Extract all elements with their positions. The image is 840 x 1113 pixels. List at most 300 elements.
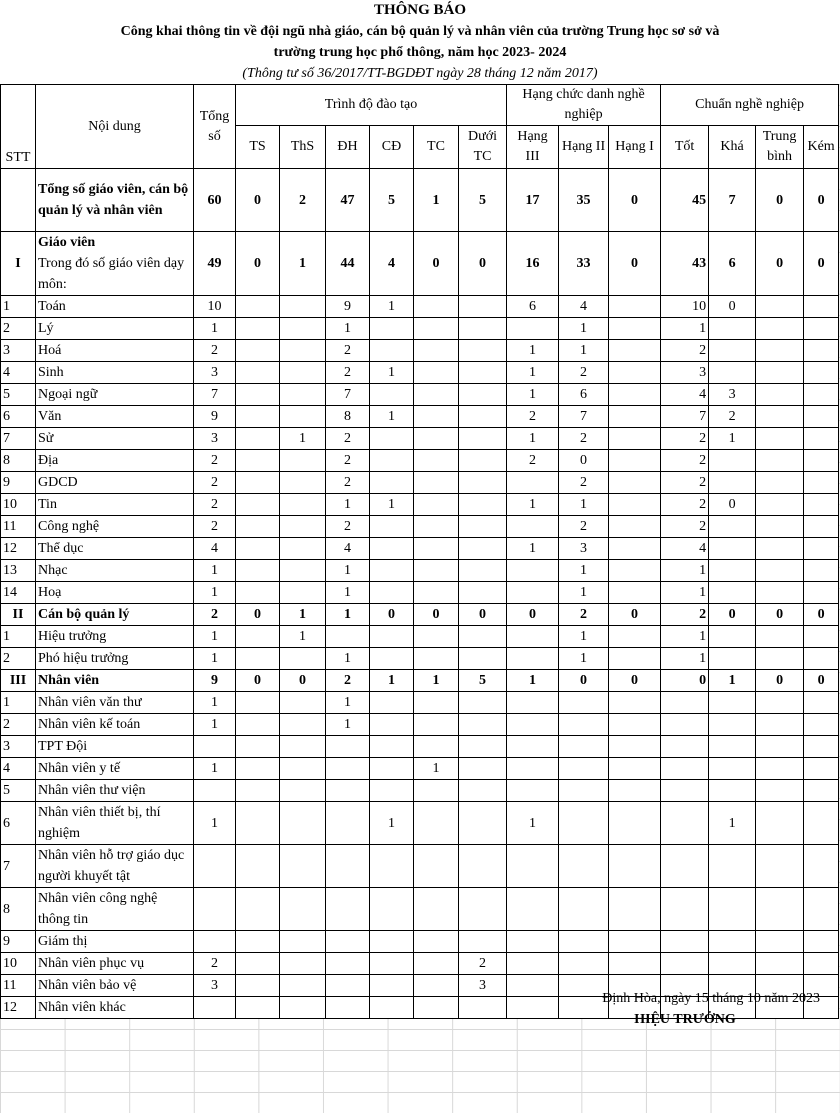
row-value: 5 — [459, 169, 507, 232]
row-value: 9 — [326, 296, 370, 318]
row-value: 17 — [507, 169, 559, 232]
row-content — [36, 232, 194, 296]
row-value: 1 — [326, 714, 370, 736]
row-value — [236, 997, 280, 1019]
row-value — [280, 406, 326, 428]
row-content: Sử — [36, 428, 194, 450]
row-stt: 8 — [1, 450, 36, 472]
row-value: 2 — [194, 516, 236, 538]
table-row — [1, 169, 839, 232]
row-value — [756, 780, 804, 802]
row-value — [756, 296, 804, 318]
row-value — [661, 692, 709, 714]
row-value — [609, 736, 661, 758]
row-value — [414, 318, 459, 340]
row-value: 3 — [194, 428, 236, 450]
table-row — [1, 318, 839, 340]
row-value: 2 — [326, 340, 370, 362]
row-value — [804, 931, 839, 953]
row-value: 1 — [326, 604, 370, 626]
row-value — [804, 802, 839, 845]
row-value — [280, 736, 326, 758]
row-value — [459, 758, 507, 780]
row-value — [609, 931, 661, 953]
row-value: 7 — [326, 384, 370, 406]
row-value: 3 — [459, 975, 507, 997]
row-content: Nhân viên bảo vệ — [36, 975, 194, 997]
row-value — [804, 384, 839, 406]
row-value — [236, 406, 280, 428]
row-value: 1 — [370, 670, 414, 692]
table-row — [1, 384, 839, 406]
row-value — [194, 736, 236, 758]
row-value — [609, 428, 661, 450]
row-value: 0 — [709, 494, 756, 516]
row-value — [280, 953, 326, 975]
row-value — [414, 626, 459, 648]
row-value — [709, 888, 756, 931]
table-row — [1, 953, 839, 975]
row-value — [370, 318, 414, 340]
row-value: 0 — [804, 232, 839, 296]
row-stt: 10 — [1, 494, 36, 516]
row-value — [414, 648, 459, 670]
row-value — [804, 494, 839, 516]
row-value — [804, 538, 839, 560]
row-value — [414, 340, 459, 362]
row-value — [280, 362, 326, 384]
row-value — [370, 560, 414, 582]
row-value — [804, 626, 839, 648]
row-value — [459, 494, 507, 516]
row-value: 1 — [507, 538, 559, 560]
row-stt: 1 — [1, 692, 36, 714]
row-value: 1 — [194, 560, 236, 582]
row-value — [370, 450, 414, 472]
col-kem: Kém — [804, 126, 839, 169]
row-value: 4 — [326, 538, 370, 560]
row-value: 2 — [661, 494, 709, 516]
row-value — [804, 953, 839, 975]
row-value — [236, 648, 280, 670]
row-value — [370, 780, 414, 802]
row-value — [609, 406, 661, 428]
row-value — [559, 758, 609, 780]
row-value — [414, 845, 459, 888]
row-stt: 11 — [1, 516, 36, 538]
row-value — [280, 472, 326, 494]
row-value: 4 — [370, 232, 414, 296]
col-dh: ĐH — [326, 126, 370, 169]
row-value: 1 — [194, 714, 236, 736]
row-value: 1 — [370, 296, 414, 318]
row-value: 1 — [280, 428, 326, 450]
row-content: Nhân viên văn thư — [36, 692, 194, 714]
row-value — [804, 560, 839, 582]
table-row — [1, 406, 839, 428]
row-value: 0 — [609, 670, 661, 692]
row-content: Sinh — [36, 362, 194, 384]
row-value — [194, 997, 236, 1019]
row-value — [459, 516, 507, 538]
row-value: 1 — [326, 560, 370, 582]
row-value — [459, 472, 507, 494]
row-content: Cán bộ quản lý — [36, 604, 194, 626]
row-value — [507, 780, 559, 802]
row-value — [709, 538, 756, 560]
row-value: 1 — [326, 692, 370, 714]
row-value — [609, 758, 661, 780]
row-value — [280, 384, 326, 406]
row-value — [609, 296, 661, 318]
row-stt: 12 — [1, 538, 36, 560]
row-value: 1 — [194, 648, 236, 670]
row-value — [756, 318, 804, 340]
stt-header: STT — [1, 85, 36, 169]
row-value — [661, 845, 709, 888]
row-value — [804, 714, 839, 736]
content-header: Nội dung — [36, 85, 194, 169]
row-value: 2 — [326, 450, 370, 472]
table-row — [1, 626, 839, 648]
row-value — [414, 714, 459, 736]
row-value — [326, 780, 370, 802]
row-value — [559, 931, 609, 953]
row-value: 1 — [507, 670, 559, 692]
row-value — [609, 648, 661, 670]
row-value: 2 — [194, 472, 236, 494]
row-value — [459, 428, 507, 450]
row-value: 1 — [326, 494, 370, 516]
row-value: 1 — [194, 582, 236, 604]
row-value: 2 — [326, 472, 370, 494]
row-value — [459, 560, 507, 582]
row-stt: III — [1, 670, 36, 692]
row-value — [236, 692, 280, 714]
row-value: 0 — [609, 169, 661, 232]
row-stt: 4 — [1, 758, 36, 780]
row-value: 7 — [661, 406, 709, 428]
row-value: 44 — [326, 232, 370, 296]
row-value: 49 — [194, 232, 236, 296]
row-value — [661, 931, 709, 953]
row-value: 1 — [194, 692, 236, 714]
row-value — [236, 626, 280, 648]
row-value — [236, 714, 280, 736]
row-value: 0 — [236, 232, 280, 296]
row-value — [559, 845, 609, 888]
notice-title: THÔNG BÁO — [0, 0, 840, 21]
row-stt: 10 — [1, 953, 36, 975]
row-value: 1 — [194, 758, 236, 780]
row-value — [709, 582, 756, 604]
row-value: 1 — [194, 318, 236, 340]
row-value: 4 — [194, 538, 236, 560]
row-value: 2 — [507, 406, 559, 428]
row-value — [507, 516, 559, 538]
row-value: 2 — [326, 362, 370, 384]
row-value — [280, 975, 326, 997]
row-value — [709, 780, 756, 802]
row-value — [756, 384, 804, 406]
row-value: 1 — [194, 626, 236, 648]
row-value: 4 — [661, 538, 709, 560]
row-value — [459, 384, 507, 406]
row-value: 2 — [559, 604, 609, 626]
row-value: 1 — [507, 428, 559, 450]
row-value — [370, 538, 414, 560]
row-value — [236, 582, 280, 604]
training-group-header: Trình độ đào tạo — [236, 85, 507, 126]
row-value — [370, 714, 414, 736]
row-value: 1 — [507, 802, 559, 845]
row-value — [236, 340, 280, 362]
row-value — [507, 582, 559, 604]
row-value: 43 — [661, 232, 709, 296]
signature-date: Định Hòa, ngày 15 tháng 10 năm 2023 — [602, 991, 820, 1006]
row-value: 0 — [459, 232, 507, 296]
row-value — [804, 736, 839, 758]
col-ths: ThS — [280, 126, 326, 169]
row-value: 10 — [194, 296, 236, 318]
row-value: 3 — [559, 538, 609, 560]
col-cd: CĐ — [370, 126, 414, 169]
row-value — [236, 362, 280, 384]
row-value: 0 — [804, 169, 839, 232]
table-row — [1, 736, 839, 758]
row-value — [609, 318, 661, 340]
row-value — [370, 516, 414, 538]
row-value: 2 — [661, 340, 709, 362]
row-value — [661, 714, 709, 736]
row-value: 5 — [370, 169, 414, 232]
row-stt: 1 — [1, 626, 36, 648]
col-hang-iii: Hạng III — [507, 126, 559, 169]
row-value — [459, 845, 507, 888]
row-value: 6 — [709, 232, 756, 296]
row-value — [804, 428, 839, 450]
row-value: 0 — [370, 604, 414, 626]
row-value — [756, 516, 804, 538]
row-value — [280, 931, 326, 953]
row-value — [709, 845, 756, 888]
row-value: 3 — [194, 975, 236, 997]
row-stt: 2 — [1, 648, 36, 670]
row-value: 0 — [804, 670, 839, 692]
row-content: Nhân viên khác — [36, 997, 194, 1019]
row-value — [370, 997, 414, 1019]
row-value: 33 — [559, 232, 609, 296]
row-value — [414, 975, 459, 997]
row-value — [709, 362, 756, 384]
row-value: 1 — [414, 169, 459, 232]
row-value — [414, 296, 459, 318]
row-value — [507, 888, 559, 931]
row-value: 0 — [756, 232, 804, 296]
row-content: Tổng số giáo viên, cán bộ quản lý và nhân viên — [36, 169, 194, 232]
row-value — [236, 428, 280, 450]
row-value — [194, 780, 236, 802]
row-value: 0 — [609, 604, 661, 626]
row-value — [414, 692, 459, 714]
row-value: 1 — [559, 494, 609, 516]
row-value: 0 — [414, 232, 459, 296]
staff-table — [0, 84, 839, 1019]
row-value: 1 — [661, 648, 709, 670]
notice-subtitle-line2: trường trung học phổ thông, năm học 2023- 2024 — [0, 42, 840, 63]
row-value: 0 — [661, 670, 709, 692]
row-content: Nhân viên — [36, 670, 194, 692]
row-value — [280, 997, 326, 1019]
row-content: Văn — [36, 406, 194, 428]
table-row — [1, 780, 839, 802]
circular-reference: (Thông tư số 36/2017/TT-BGDĐT ngày 28 tháng 12 năm 2017) — [0, 63, 840, 84]
row-stt: 6 — [1, 406, 36, 428]
row-content: Công nghệ — [36, 516, 194, 538]
table-row — [1, 472, 839, 494]
row-value — [414, 931, 459, 953]
row-value — [804, 888, 839, 931]
row-value: 0 — [459, 604, 507, 626]
row-value: 1 — [709, 802, 756, 845]
row-value — [236, 931, 280, 953]
row-value — [414, 802, 459, 845]
table-row — [1, 582, 839, 604]
row-content: Nhân viên hỗ trợ giáo dục người khuyết tật — [36, 845, 194, 888]
row-value: 2 — [459, 953, 507, 975]
row-value — [236, 802, 280, 845]
row-value: 1 — [370, 406, 414, 428]
row-value — [804, 450, 839, 472]
row-value — [756, 845, 804, 888]
row-value — [280, 494, 326, 516]
table-row — [1, 428, 839, 450]
row-value — [507, 692, 559, 714]
table-row — [1, 758, 839, 780]
row-value — [609, 888, 661, 931]
row-content: Hoá — [36, 340, 194, 362]
row-value — [661, 780, 709, 802]
row-value — [609, 692, 661, 714]
table-row — [1, 450, 839, 472]
table-row — [1, 516, 839, 538]
row-stt: II — [1, 604, 36, 626]
row-value: 1 — [370, 802, 414, 845]
row-content: Ngoại ngữ — [36, 384, 194, 406]
row-value — [459, 582, 507, 604]
row-value: 7 — [709, 169, 756, 232]
row-value — [459, 997, 507, 1019]
row-value: 1 — [559, 648, 609, 670]
row-value — [370, 975, 414, 997]
row-value: 0 — [709, 604, 756, 626]
row-value — [459, 362, 507, 384]
col-hang-i: Hạng I — [609, 126, 661, 169]
row-value — [609, 560, 661, 582]
row-value — [559, 714, 609, 736]
row-value — [236, 736, 280, 758]
row-value — [236, 538, 280, 560]
row-value — [804, 340, 839, 362]
row-value — [609, 516, 661, 538]
row-value — [326, 802, 370, 845]
row-value: 1 — [559, 560, 609, 582]
row-value: 0 — [559, 670, 609, 692]
row-value: 1 — [280, 626, 326, 648]
row-value — [459, 931, 507, 953]
row-value: 60 — [194, 169, 236, 232]
row-value — [236, 494, 280, 516]
row-value — [756, 953, 804, 975]
row-value: 16 — [507, 232, 559, 296]
row-value — [459, 736, 507, 758]
row-value — [236, 780, 280, 802]
row-value — [280, 318, 326, 340]
row-value — [709, 340, 756, 362]
row-content: Nhân viên kế toán — [36, 714, 194, 736]
row-value — [507, 953, 559, 975]
row-stt: 3 — [1, 736, 36, 758]
row-value: 1 — [661, 318, 709, 340]
row-value: 1 — [326, 318, 370, 340]
row-value: 1 — [280, 604, 326, 626]
row-content: Thể dục — [36, 538, 194, 560]
row-value: 2 — [280, 169, 326, 232]
row-value — [507, 714, 559, 736]
row-value — [507, 736, 559, 758]
row-value: 1 — [661, 560, 709, 582]
row-value — [459, 450, 507, 472]
row-value: 1 — [507, 384, 559, 406]
row-value — [459, 692, 507, 714]
row-value: 9 — [194, 670, 236, 692]
row-value: 0 — [559, 450, 609, 472]
col-trung-binh: Trung bình — [756, 126, 804, 169]
row-value — [236, 845, 280, 888]
row-value — [414, 780, 459, 802]
row-value — [804, 780, 839, 802]
row-value — [507, 626, 559, 648]
row-value — [559, 780, 609, 802]
row-value — [804, 648, 839, 670]
row-value — [326, 758, 370, 780]
row-value — [459, 340, 507, 362]
row-value — [507, 318, 559, 340]
row-value — [414, 538, 459, 560]
col-tot: Tốt — [661, 126, 709, 169]
row-content: Nhân viên phục vụ — [36, 953, 194, 975]
row-value — [507, 648, 559, 670]
row-value: 6 — [507, 296, 559, 318]
row-value — [194, 845, 236, 888]
row-content: Địa — [36, 450, 194, 472]
row-value: 2 — [507, 450, 559, 472]
table-row — [1, 232, 839, 296]
row-content: Nhạc — [36, 560, 194, 582]
row-value: 0 — [756, 604, 804, 626]
row-value — [756, 626, 804, 648]
row-value — [459, 780, 507, 802]
row-value — [559, 802, 609, 845]
row-value: 0 — [507, 604, 559, 626]
row-value — [804, 582, 839, 604]
row-value — [236, 450, 280, 472]
row-value — [370, 888, 414, 931]
row-value: 1 — [507, 340, 559, 362]
row-value — [236, 888, 280, 931]
row-value — [609, 340, 661, 362]
row-value — [559, 736, 609, 758]
